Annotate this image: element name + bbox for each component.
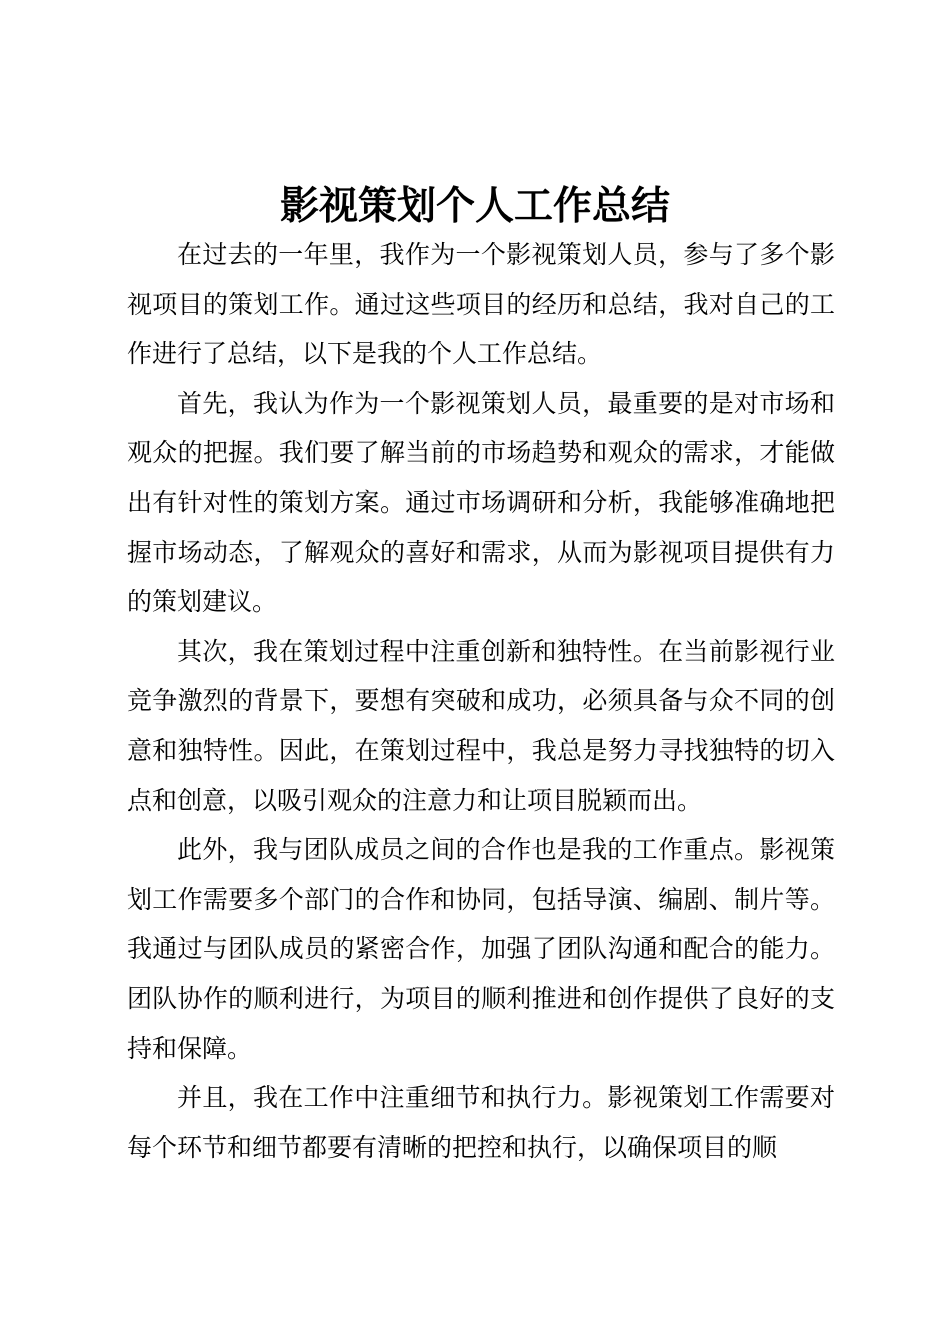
paragraph-5: 并且，我在工作中注重细节和执行力。影视策划工作需要对每个环节和细节都要有清晰的把控和执行，以确保项目的顺 [127,1083,835,1162]
paragraph-4: 此外，我与团队成员之间的合作也是我的工作重点。影视策划工作需要多个部门的合作和协同，包括导演、编剧、制片等。我通过与团队成员的紧密合作，加强了团队沟通和配合的能力。团队协作的顺利进行，为项目的顺利推进和创作提供了良好的支持和保障。 [127,835,835,1063]
document-title: 影视策划个人工作总结 [279,183,670,229]
paragraph-2: 首先，我认为作为一个影视策划人员，最重要的是对市场和观众的把握。我们要了解当前的市场趋势和观众的需求，才能做出有针对性的策划方案。通过市场调研和分析，我能够准确地把握市场动态，了解观众的喜好和需求，从而为影视项目提供有力的策划建议。 [127,388,835,617]
paragraph-3: 其次，我在策划过程中注重创新和独特性。在当前影视行业竞争激烈的背景下，要想有突破和成功，必须具备与众不同的创意和独特性。因此，在策划过程中，我总是努力寻找独特的切入点和创意，以吸引观众的注意力和让项目脱颖而出。 [127,636,835,815]
document-body [127,230,835,1172]
paragraph-1: 在过去的一年里，我作为一个影视策划人员，参与了多个影视项目的策划工作。通过这些项目的经历和总结，我对自己的工作进行了总结，以下是我的个人工作总结。 [127,240,835,369]
